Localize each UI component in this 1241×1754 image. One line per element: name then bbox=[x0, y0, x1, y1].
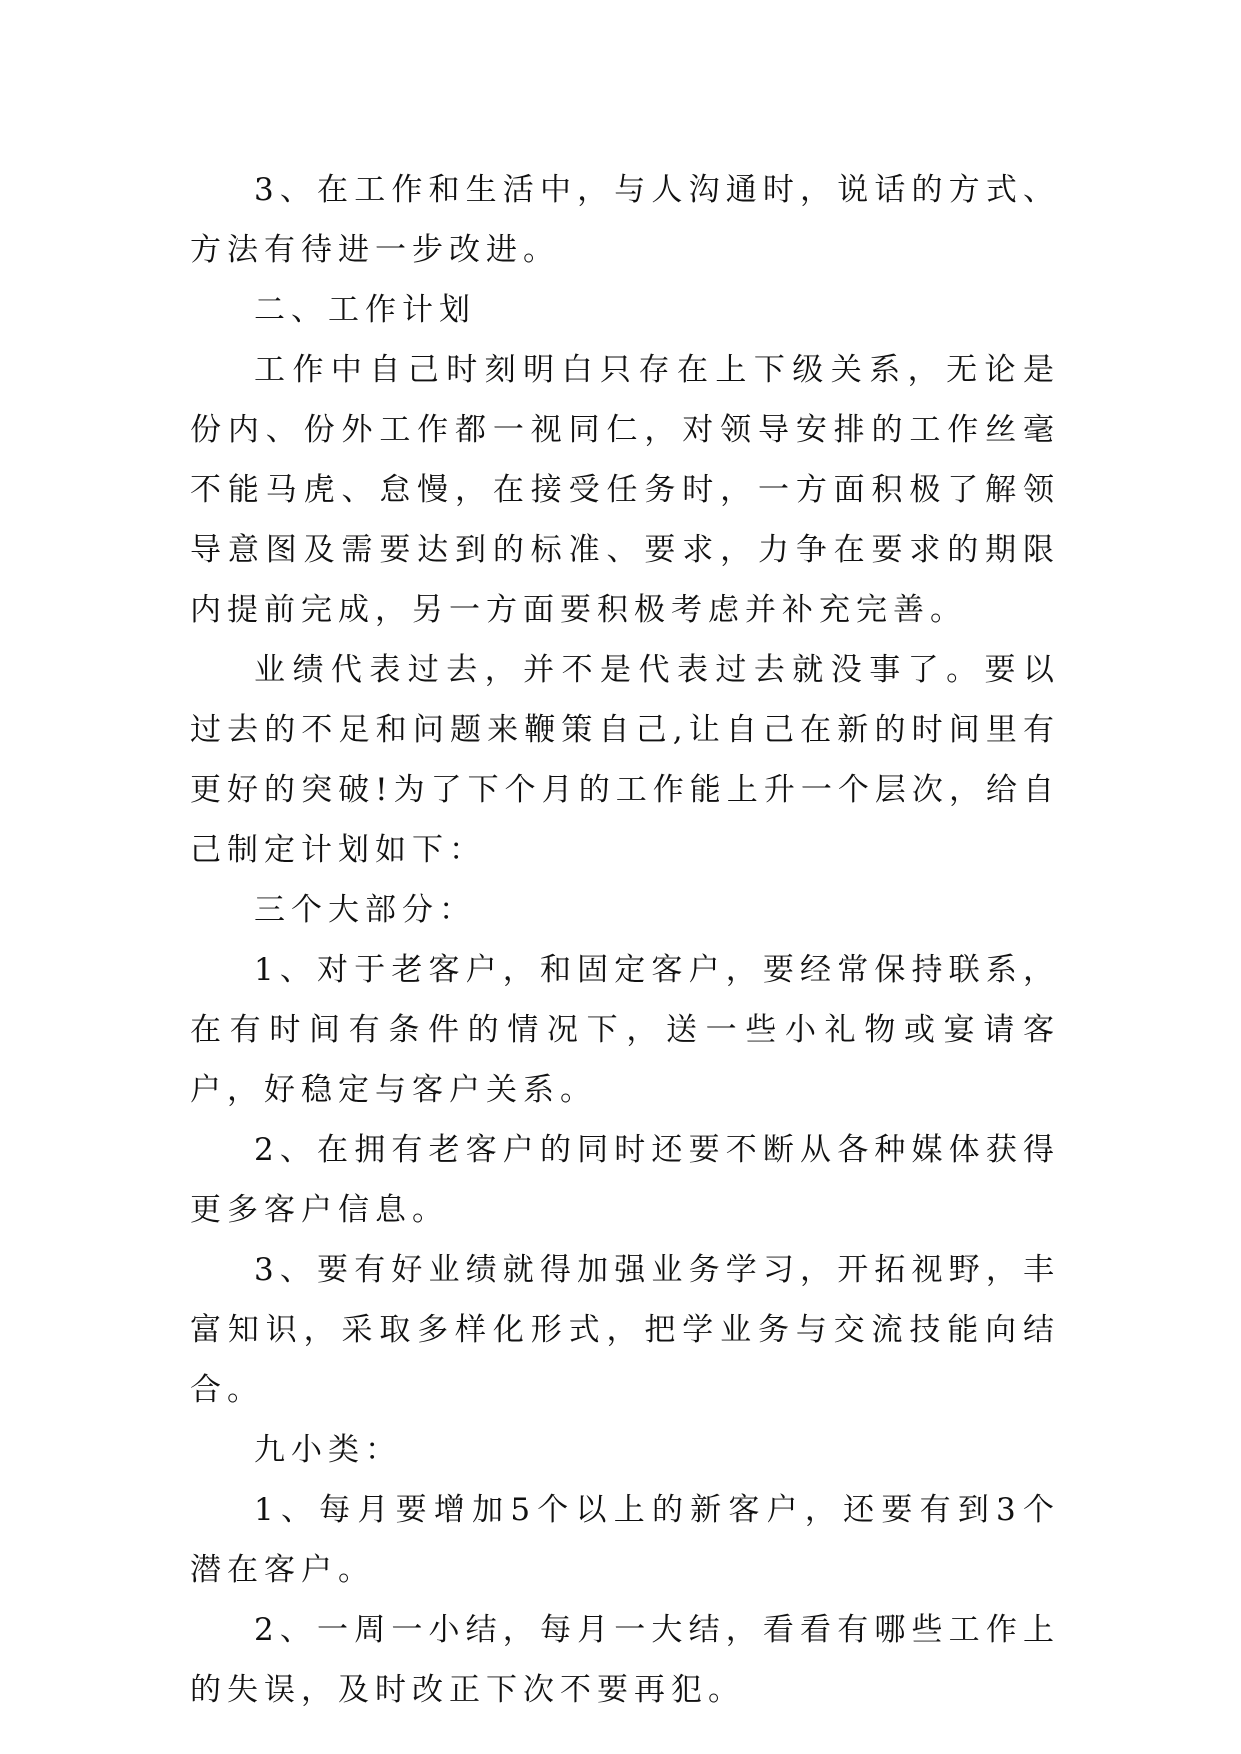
list-item-weekly-summary: 2、一周一小结，每月一大结，看看有哪些工作上的失误，及时改正下次不要再犯。 bbox=[190, 1612, 1060, 1708]
document-body bbox=[190, 160, 1060, 1720]
list-item-old-clients: 1、对于老客户，和固定客户，要经常保持联系，在有时间有条件的情况下，送一些小礼物或宴请客户，好稳定与客户关系。 bbox=[190, 952, 1060, 1108]
subheading-three-parts: 三个大部分： bbox=[254, 892, 476, 928]
paragraph-improve-communication: 3、在工作和生活中，与人沟通时，说话的方式、方法有待进一步改进。 bbox=[190, 172, 1060, 268]
list-item-client-info: 2、在拥有老客户的同时还要不断从各种媒体获得更多客户信息。 bbox=[190, 1132, 1060, 1228]
section-heading-work-plan: 二、工作计划 bbox=[254, 292, 476, 328]
paragraph-work-attitude: 工作中自己时刻明白只存在上下级关系，无论是份内、份外工作都一视同仁，对领导安排的工作丝毫不能马虎、怠慢，在接受任务时，一方面积极了解领导意图及需要达到的标准、要求，力争在要求的期限内提前完成，另一方面要积极考虑并补充完善。 bbox=[190, 352, 1060, 628]
paragraph-performance-plan: 业绩代表过去，并不是代表过去就没事了。要以过去的不足和问题来鞭策自己,让自己在新的时间里有更好的突破!为了下个月的工作能上升一个层次，给自己制定计划如下： bbox=[190, 652, 1060, 868]
subheading-nine-categories: 九小类： bbox=[254, 1432, 402, 1468]
list-item-learning: 3、要有好业绩就得加强业务学习，开拓视野，丰富知识，采取多样化形式，把学业务与交流技能向结合。 bbox=[190, 1252, 1060, 1408]
list-item-new-clients: 1、每月要增加5个以上的新客户，还要有到3个潜在客户。 bbox=[190, 1492, 1060, 1588]
